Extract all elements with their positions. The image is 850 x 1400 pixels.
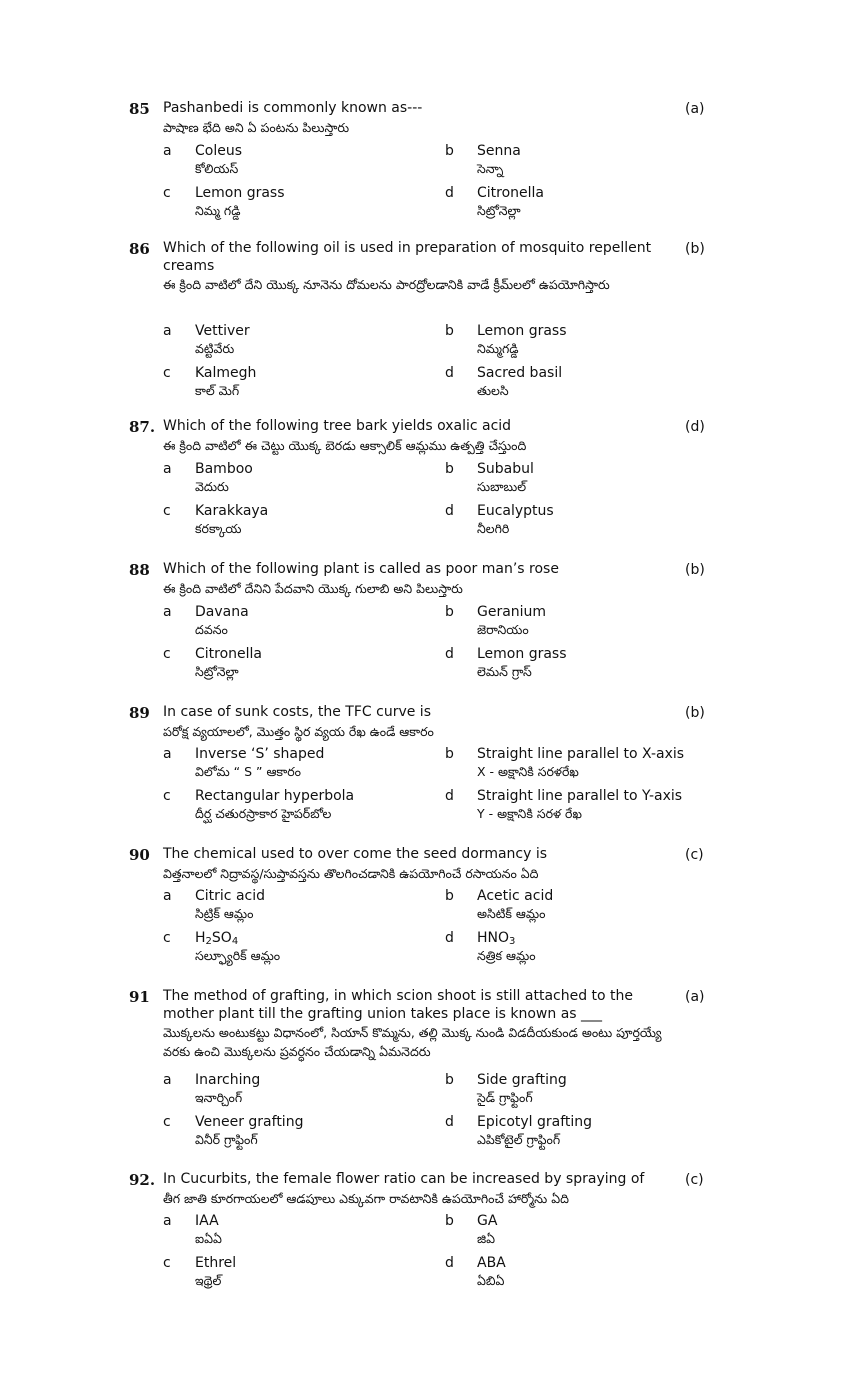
option-letter: d: [445, 365, 454, 381]
question-text-te: ఈ క్రింది వాటిలో దేనిని పేదవాని యొక్క గులాబి అని పిలుస్తారు: [163, 580, 463, 596]
option-text-en: Inverse ‘S’ shaped: [195, 746, 325, 762]
question-text-en: The chemical used to over come the seed dormancy is: [163, 846, 548, 862]
option-text-en: Veneer grafting: [195, 1114, 304, 1130]
option-text-en: Coleus: [195, 143, 243, 159]
option-text-en: Ethrel: [195, 1255, 237, 1271]
option-text-en: IAA: [195, 1213, 219, 1229]
answer-key: (d): [685, 419, 705, 435]
option-d: [445, 787, 845, 827]
option-letter: c: [163, 1114, 171, 1130]
question-text-te: విత్తనాలలో నిద్రావస్థ/సుప్తావస్తను తొలగించడానికి ఉపయోగించే రసాయనం ఏది: [163, 865, 539, 881]
option-text-en: Lemon grass: [477, 323, 567, 339]
question-number: 92.: [129, 1171, 156, 1189]
question-text-en: Which of the following tree bark yields oxalic acid: [163, 418, 512, 434]
question-text: [163, 418, 678, 455]
option-b: [445, 745, 845, 785]
option-letter: c: [163, 185, 171, 201]
option-text-en: Epicotyl grafting: [477, 1114, 593, 1130]
option-text-te: నీలగిరి: [477, 521, 510, 536]
option-letter: d: [445, 503, 454, 519]
option-text-en: Citric acid: [195, 888, 265, 904]
answer-key: (a): [685, 101, 705, 117]
option-d: [445, 1254, 845, 1294]
question-number: 90: [129, 846, 150, 864]
option-letter: d: [445, 930, 454, 946]
option-text-te: అసిటిక్ ఆమ్లం: [477, 906, 546, 921]
question-text-te: పాషాణ భేది అని ఏ పంటను పిలుస్తారు: [163, 119, 350, 135]
option-letter: a: [163, 888, 172, 904]
question-number: 87.: [129, 418, 156, 436]
option-text-te: Y - అక్షానికి సరళ రేఖ: [477, 806, 582, 821]
option-letter: c: [163, 503, 171, 519]
question-text-en: Which of the following plant is called as poor man’s rose: [163, 561, 559, 577]
option-letter: b: [445, 461, 454, 477]
formula-subscript: 4: [231, 936, 239, 947]
option-letter: b: [445, 604, 454, 620]
option-text-te: ఇనార్చింగ్: [195, 1090, 243, 1105]
option-text-te: కాల్ మెగ్: [195, 383, 240, 398]
option-text-en: Acetic acid: [477, 888, 554, 904]
question-text: [163, 704, 678, 741]
question-text-te: ఈ క్రింది వాటిలో ఈ చెట్టు యొక్క బెరడు ఆక్సాలిక్ ఆమ్లము ఉత్పత్తి చేస్తుంది: [163, 437, 527, 453]
option-text-te: సుబాబుల్: [477, 479, 527, 494]
option-text-te: సైడ్ గ్రాఫ్టింగ్: [477, 1090, 533, 1105]
question-text: [163, 988, 678, 1061]
option-text-te: దవనం: [195, 622, 228, 637]
option-d: [445, 364, 845, 404]
option-text-en: Citronella: [195, 646, 263, 662]
option-text-te: తులసి: [477, 383, 509, 398]
option-b: [445, 1071, 845, 1111]
option-text-te: దీర్ఘ చతురస్రాకార హైపర్‌బోల: [195, 806, 332, 821]
option-letter: a: [163, 1213, 172, 1229]
option-text-en: Side grafting: [477, 1072, 567, 1088]
question-text: [163, 1171, 678, 1208]
option-text-te: ఎపికోటైల్ గ్రాఫ్టింగ్: [477, 1132, 561, 1147]
question-text-te: తీగ జాతి కూరగాయలలో ఆడపూలు ఎక్కువగా రావటానికి ఉపయోగించే హార్మోను ఏది: [163, 1190, 569, 1206]
option-text-en: ABA: [477, 1255, 506, 1271]
option-text-en: Citronella: [477, 185, 545, 201]
question-text-en: The method of grafting, in which scion shoot is still attached to the mother plant till the grafting union takes place is known as ___: [163, 988, 634, 1022]
option-text-te: నత్రిక ఆమ్లం: [477, 948, 536, 963]
formula-part: HNO: [477, 930, 510, 946]
option-text-te: వినీర్ గ్రాఫ్టింగ్: [195, 1132, 258, 1147]
option-letter: a: [163, 1072, 172, 1088]
answer-key: (b): [685, 705, 705, 721]
option-text-en: Bamboo: [195, 461, 253, 477]
formula-subscript: 2: [205, 936, 212, 947]
question-number: 85: [129, 100, 150, 118]
option-text-te: జిఏ: [477, 1231, 496, 1246]
option-text-en: Subabul: [477, 461, 534, 477]
option-letter: c: [163, 788, 171, 804]
option-letter: c: [163, 365, 171, 381]
option-d: [445, 184, 845, 224]
option-text-te: ఏబిఏ: [477, 1273, 505, 1288]
option-letter: a: [163, 604, 172, 620]
option-letter: b: [445, 1072, 454, 1088]
option-text-en: Geranium: [477, 604, 547, 620]
option-text-te: నిమ్మ గడ్డి: [195, 203, 241, 218]
option-letter: d: [445, 646, 454, 662]
answer-key: (c): [685, 1172, 704, 1188]
question-text-te: ఈ క్రింది వాటిలో దేని యొక్క నూనెను దోమలను పారద్రోలడానికి వాడే క్రీమ్‌లలో ఉపయోగిస్తారు: [163, 277, 610, 292]
answer-key: (c): [685, 847, 704, 863]
formula-part: H: [195, 930, 206, 946]
option-text-te: జెరానియం: [477, 622, 529, 637]
option-letter: b: [445, 746, 454, 762]
question-number: 88: [129, 561, 150, 579]
option-b: [445, 887, 845, 927]
option-letter: a: [163, 461, 172, 477]
option-text-te: లెమన్ గ్రాస్: [477, 664, 532, 679]
option-text-en: Lemon grass: [477, 646, 567, 662]
option-text-te: నిమ్మగడ్డి: [477, 341, 519, 356]
option-d: [445, 929, 845, 969]
option-text-te: X - అక్షానికి సరళరేఖ: [477, 764, 579, 779]
option-b: [445, 603, 845, 643]
formula-part: SO: [211, 930, 232, 946]
option-text-en: Sacred basil: [477, 365, 563, 381]
option-text-te: వట్టివేరు: [195, 341, 235, 356]
option-text-en: Straight line parallel to Y-axis: [477, 788, 683, 804]
option-text-en: Rectangular hyperbola: [195, 788, 355, 804]
question-text: [163, 240, 678, 294]
option-letter: c: [163, 1255, 171, 1271]
option-text-en: Davana: [195, 604, 249, 620]
option-letter: a: [163, 323, 172, 339]
question-text-en: In case of sunk costs, the TFC curve is: [163, 704, 431, 720]
option-text-en: Kalmegh: [195, 365, 257, 381]
option-text-te: కరక్కాయ: [195, 521, 242, 536]
option-text-en: Vettiver: [195, 323, 250, 339]
option-text-te: ఐఏఏ: [195, 1231, 222, 1246]
option-letter: a: [163, 143, 172, 159]
question-text-en: Pashanbedi is commonly known as---: [163, 100, 423, 116]
option-letter: b: [445, 323, 454, 339]
option-letter: d: [445, 185, 454, 201]
option-text-te: సిట్రిక్ ఆమ్లం: [195, 906, 254, 921]
option-text-te: సల్ఫ్యూరిక్ ఆమ్లం: [195, 948, 281, 963]
option-text-en: Karakkaya: [195, 503, 269, 519]
option-text-en: Eucalyptus: [477, 503, 554, 519]
option-text-en: Senna: [477, 143, 521, 159]
option-letter: c: [163, 646, 171, 662]
option-text-te: సెన్నా: [477, 161, 504, 176]
question-text: [163, 846, 678, 883]
question-number: 86: [129, 240, 150, 258]
option-text-en: Lemon grass: [195, 185, 285, 201]
option-d: [445, 1113, 845, 1153]
option-text-en: Inarching: [195, 1072, 261, 1088]
option-text-te: సిట్రోనెల్లా: [477, 203, 521, 218]
option-letter: c: [163, 930, 171, 946]
option-text-en: Straight line parallel to X-axis: [477, 746, 685, 762]
question-text: [163, 561, 678, 598]
question-text-en: In Cucurbits, the female flower ratio can be increased by spraying of: [163, 1171, 645, 1187]
question-text-te: పరోక్ష వ్యయాలలో, మొత్తం స్థిర వ్యయ రేఖ ఉండే ఆకారం: [163, 723, 434, 739]
question-number: 89: [129, 704, 150, 722]
question-text: [163, 100, 678, 137]
answer-key: (a): [685, 989, 705, 1005]
formula-subscript: 3: [509, 936, 516, 947]
option-letter: d: [445, 788, 454, 804]
answer-key: (b): [685, 241, 705, 257]
option-letter: b: [445, 1213, 454, 1229]
option-text-te: కోలియస్: [195, 161, 239, 176]
question-number: 91: [129, 988, 150, 1006]
question-text-en: Which of the following oil is used in preparation of mosquito repellent creams: [163, 240, 652, 274]
answer-key: (b): [685, 562, 705, 578]
option-b: [445, 1212, 845, 1252]
option-letter: d: [445, 1255, 454, 1271]
option-text-te: విలోమ “ S ” ఆకారం: [195, 764, 302, 779]
option-letter: b: [445, 143, 454, 159]
option-b: [445, 322, 845, 362]
question-text-te: మొక్కలను అంటుకట్టు విధానంలో, సియాన్ కొమ్మను, తల్లి మొక్క నుండి విడదీయకుండ అంటు పూర్తయ్యే వరకు ఉంచి మొక్కలను ప్రవర్ధనం చేయడాన్ని ఏమనెదరు: [163, 1025, 662, 1059]
option-d: [445, 645, 845, 685]
option-b: [445, 460, 845, 500]
option-d: [445, 502, 845, 542]
option-letter: b: [445, 888, 454, 904]
option-b: [445, 142, 845, 182]
option-letter: a: [163, 746, 172, 762]
option-text-en: GA: [477, 1213, 498, 1229]
option-text-te: వెదురు: [195, 479, 229, 494]
option-text-te: ఇథ్రెల్: [195, 1273, 222, 1288]
option-letter: d: [445, 1114, 454, 1130]
option-text-te: సిట్రోనెల్లా: [195, 664, 239, 679]
